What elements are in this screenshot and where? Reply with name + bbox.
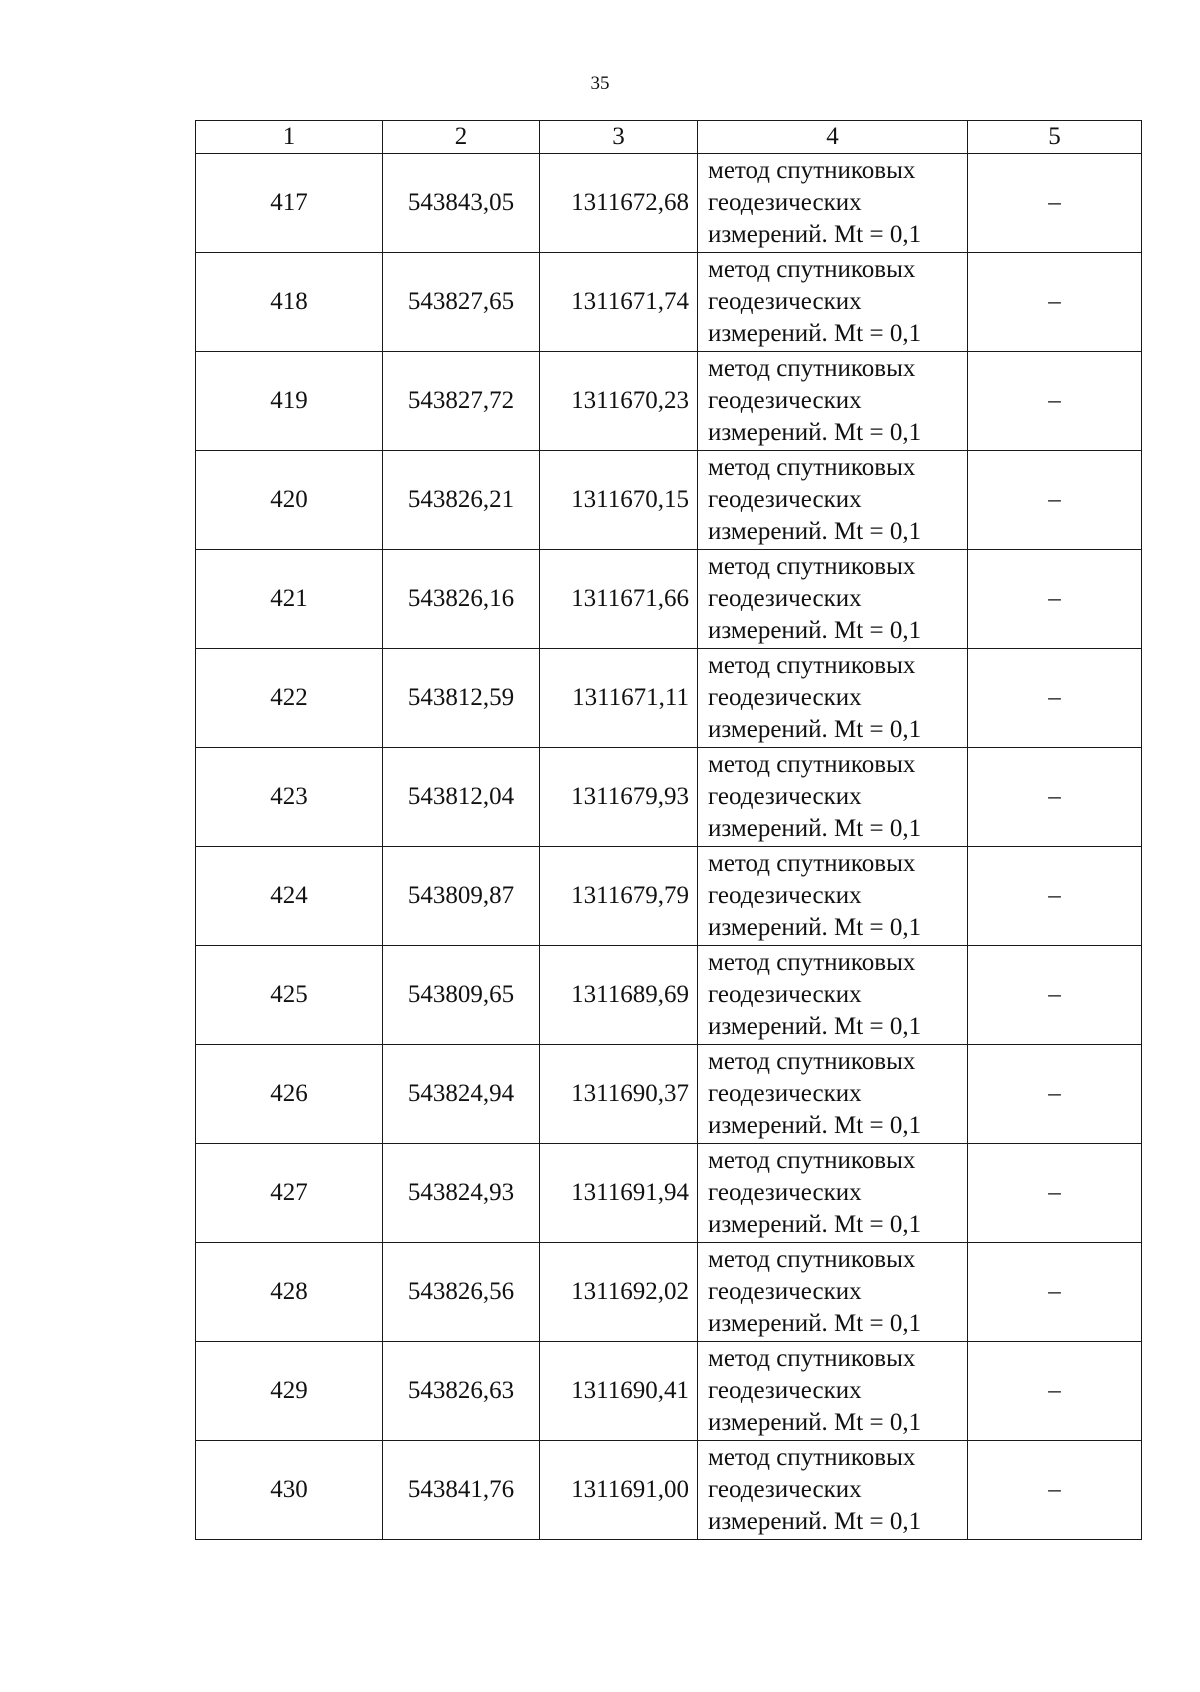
point-number-cell: 430 (196, 1441, 383, 1540)
method-text-line: метод спутниковых (708, 1048, 916, 1075)
table-row (196, 1243, 1142, 1342)
note-cell: – (968, 154, 1142, 253)
note-cell: – (968, 451, 1142, 550)
y-coordinate-cell: 1311689,69 (540, 946, 698, 1045)
y-coordinate-cell: 1311671,66 (540, 550, 698, 649)
table-row (196, 847, 1142, 946)
table-row (196, 550, 1142, 649)
x-coordinate-cell: 543812,59 (383, 649, 540, 748)
method-text-line: геодезических (708, 882, 862, 909)
note-cell: – (968, 1144, 1142, 1243)
method-text-line: метод спутниковых (708, 553, 916, 580)
table-row (196, 1342, 1142, 1441)
method-text-line: метод спутниковых (708, 1147, 916, 1174)
y-coordinate-cell: 1311691,00 (540, 1441, 698, 1540)
method-text-line: метод спутниковых (708, 157, 916, 184)
method-text-line: метод спутниковых (708, 850, 916, 877)
method-cell (698, 1144, 968, 1243)
method-cell (698, 1342, 968, 1441)
x-coordinate-cell: 543843,05 (383, 154, 540, 253)
x-coordinate-cell: 543824,94 (383, 1045, 540, 1144)
method-text-line: метод спутниковых (708, 652, 916, 679)
point-number-cell: 428 (196, 1243, 383, 1342)
method-text-line: геодезических (708, 189, 862, 216)
x-coordinate-cell: 543841,76 (383, 1441, 540, 1540)
method-cell (698, 748, 968, 847)
table-body (196, 154, 1142, 1540)
method-text-line: измерений. Mt = 0,1 (708, 815, 922, 842)
table-row (196, 253, 1142, 352)
y-coordinate-cell: 1311679,93 (540, 748, 698, 847)
method-text-line: метод спутниковых (708, 1444, 916, 1471)
method-text-line: геодезических (708, 585, 862, 612)
x-coordinate-cell: 543812,04 (383, 748, 540, 847)
y-coordinate-cell: 1311692,02 (540, 1243, 698, 1342)
method-cell (698, 352, 968, 451)
method-cell (698, 154, 968, 253)
method-text-line: измерений. Mt = 0,1 (708, 1211, 922, 1238)
method-cell (698, 847, 968, 946)
method-text-line: измерений. Mt = 0,1 (708, 320, 922, 347)
method-text-line: геодезических (708, 783, 862, 810)
method-text-line: геодезических (708, 1476, 862, 1503)
table-row (196, 1144, 1142, 1243)
header-col-2: 2 (383, 121, 540, 154)
method-text-line: геодезических (708, 1377, 862, 1404)
method-text-line: геодезических (708, 1080, 862, 1107)
table-header-row (196, 121, 1142, 154)
note-cell: – (968, 748, 1142, 847)
method-cell (698, 946, 968, 1045)
method-text-line: измерений. Mt = 0,1 (708, 1409, 922, 1436)
note-cell: – (968, 352, 1142, 451)
y-coordinate-cell: 1311690,41 (540, 1342, 698, 1441)
point-number-cell: 422 (196, 649, 383, 748)
y-coordinate-cell: 1311671,11 (540, 649, 698, 748)
point-number-cell: 426 (196, 1045, 383, 1144)
table-row (196, 352, 1142, 451)
method-cell (698, 1045, 968, 1144)
method-text-line: геодезических (708, 1278, 862, 1305)
point-number-cell: 424 (196, 847, 383, 946)
method-text-line: геодезических (708, 981, 862, 1008)
y-coordinate-cell: 1311679,79 (540, 847, 698, 946)
method-cell (698, 1441, 968, 1540)
header-col-3: 3 (540, 121, 698, 154)
table-row (196, 154, 1142, 253)
method-text-line: измерений. Mt = 0,1 (708, 419, 922, 446)
method-text-line: метод спутниковых (708, 355, 916, 382)
note-cell: – (968, 1045, 1142, 1144)
method-text-line: измерений. Mt = 0,1 (708, 1310, 922, 1337)
method-text-line: измерений. Mt = 0,1 (708, 1112, 922, 1139)
x-coordinate-cell: 543809,87 (383, 847, 540, 946)
y-coordinate-cell: 1311690,37 (540, 1045, 698, 1144)
note-cell: – (968, 550, 1142, 649)
note-cell: – (968, 1441, 1142, 1540)
note-cell: – (968, 253, 1142, 352)
method-text-line: измерений. Mt = 0,1 (708, 221, 922, 248)
table-row (196, 451, 1142, 550)
table-row (196, 1045, 1142, 1144)
header-col-4: 4 (698, 121, 968, 154)
point-number-cell: 418 (196, 253, 383, 352)
note-cell: – (968, 1243, 1142, 1342)
method-text-line: геодезических (708, 288, 862, 315)
point-number-cell: 427 (196, 1144, 383, 1243)
method-text-line: метод спутниковых (708, 1345, 916, 1372)
method-text-line: метод спутниковых (708, 949, 916, 976)
table-row (196, 1441, 1142, 1540)
y-coordinate-cell: 1311672,68 (540, 154, 698, 253)
method-text-line: измерений. Mt = 0,1 (708, 1508, 922, 1535)
page-number: 35 (590, 73, 610, 94)
method-text-line: измерений. Mt = 0,1 (708, 914, 922, 941)
y-coordinate-cell: 1311691,94 (540, 1144, 698, 1243)
method-cell (698, 1243, 968, 1342)
method-text-line: измерений. Mt = 0,1 (708, 518, 922, 545)
method-cell (698, 451, 968, 550)
y-coordinate-cell: 1311670,15 (540, 451, 698, 550)
note-cell: – (968, 649, 1142, 748)
method-text-line: метод спутниковых (708, 256, 916, 283)
x-coordinate-cell: 543827,65 (383, 253, 540, 352)
y-coordinate-cell: 1311671,74 (540, 253, 698, 352)
note-cell: – (968, 1342, 1142, 1441)
table-row (196, 649, 1142, 748)
method-text-line: геодезических (708, 387, 862, 414)
point-number-cell: 419 (196, 352, 383, 451)
point-number-cell: 429 (196, 1342, 383, 1441)
x-coordinate-cell: 543826,16 (383, 550, 540, 649)
method-cell (698, 253, 968, 352)
point-number-cell: 420 (196, 451, 383, 550)
method-text-line: измерений. Mt = 0,1 (708, 617, 922, 644)
x-coordinate-cell: 543826,21 (383, 451, 540, 550)
note-cell: – (968, 946, 1142, 1045)
table-row (196, 946, 1142, 1045)
x-coordinate-cell: 543826,63 (383, 1342, 540, 1441)
y-coordinate-cell: 1311670,23 (540, 352, 698, 451)
x-coordinate-cell: 543826,56 (383, 1243, 540, 1342)
note-cell: – (968, 847, 1142, 946)
point-number-cell: 417 (196, 154, 383, 253)
header-col-5: 5 (968, 121, 1142, 154)
x-coordinate-cell: 543824,93 (383, 1144, 540, 1243)
header-col-1: 1 (196, 121, 383, 154)
coordinates-table (195, 120, 1142, 1540)
method-text-line: геодезических (708, 486, 862, 513)
method-text-line: метод спутниковых (708, 751, 916, 778)
point-number-cell: 425 (196, 946, 383, 1045)
method-text-line: измерений. Mt = 0,1 (708, 1013, 922, 1040)
method-text-line: геодезических (708, 1179, 862, 1206)
method-text-line: метод спутниковых (708, 454, 916, 481)
method-text-line: метод спутниковых (708, 1246, 916, 1273)
method-text-line: геодезических (708, 684, 862, 711)
point-number-cell: 421 (196, 550, 383, 649)
x-coordinate-cell: 543827,72 (383, 352, 540, 451)
table-row (196, 748, 1142, 847)
method-cell (698, 550, 968, 649)
method-text-line: измерений. Mt = 0,1 (708, 716, 922, 743)
point-number-cell: 423 (196, 748, 383, 847)
method-cell (698, 649, 968, 748)
x-coordinate-cell: 543809,65 (383, 946, 540, 1045)
